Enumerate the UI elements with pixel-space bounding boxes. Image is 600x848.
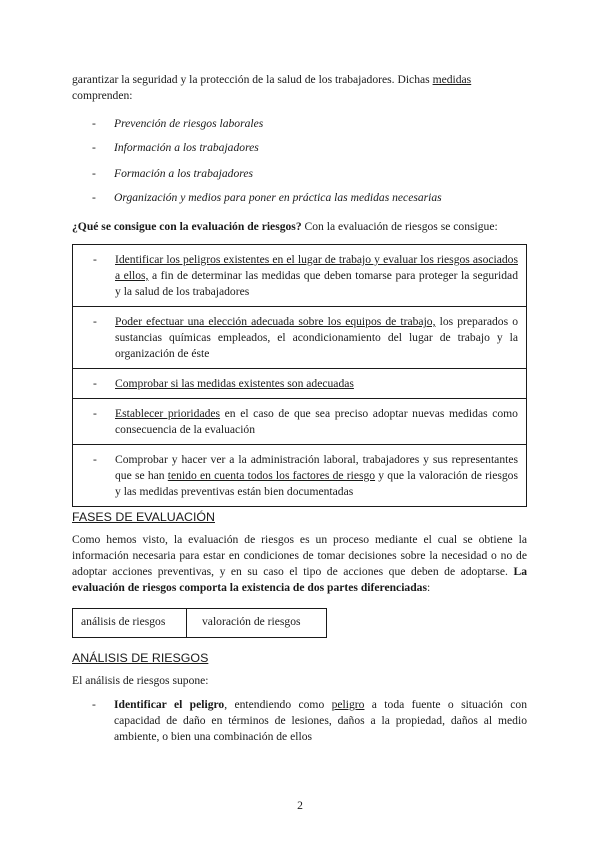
intro-paragraph [72, 72, 527, 104]
list-item: - Información a los trabajadores [92, 141, 259, 154]
table-row: - Comprobar si las medidas existentes son adecuadas [73, 369, 527, 399]
table-row: - Poder efectuar una elección adecuada sobre los equipos de trabajo, los preparados o sustancias químicas empleados, el acondicionamiento del lugar de trabajo y la organización de éste [73, 307, 527, 369]
fases-paragraph: Como hemos visto, la evaluación de riesgos es un proceso mediante el cual se obtiene la información necesaria para estar en condiciones de tomar decisiones sobre la necesidad o no de adoptar acciones preventivas, y en su caso el tipo de acciones que deben de adoptarse. La evaluación de riesgos comporta la existencia de dos partes diferenciadas: [72, 533, 527, 594]
table-row: - Comprobar y hacer ver a la administración laboral, trabajadores y sus representantes que se han tenido en cuenta todos los factores de riesgo y que la valoración de riesgos y las medidas preventivas están bien documentadas [73, 445, 527, 507]
list-item: - Formación a los trabajadores [92, 167, 254, 180]
question-rest: Con la evaluación de riesgos se consigue: [301, 220, 498, 233]
analisis-intro: El análisis de riesgos supone: [72, 674, 209, 687]
medidas-link: medidas [432, 73, 472, 86]
list-item: - Prevención de riesgos laborales [92, 117, 264, 130]
list-item: - Identificar el peligro, entendiendo como peligro a toda fuente o situación con capacidad de daño en términos de lesiones, daños a la propiedad, daños al medio ambiente, o bien una combinación de ellos [92, 698, 528, 743]
parts-table [72, 608, 327, 638]
intro-text: garantizar la seguridad y la protección de la salud de los trabajadores. Dichas [72, 73, 433, 86]
goals-table [72, 244, 527, 507]
section-heading-analisis: ANÁLISIS DE RIESGOS [72, 651, 209, 665]
table-row: - Establecer prioridades en el caso de que sea preciso adoptar nuevas medidas como consecuencia de la evaluación [73, 399, 527, 445]
table-row: - Identificar los peligros existentes en el lugar de trabajo y evaluar los riesgos asociados a ellos, a fin de determinar las medidas que deben tomarse para proteger la seguridad y la salud de los trabajadores [73, 245, 527, 307]
part-analisis: análisis de riesgos [73, 609, 187, 638]
question-bold: ¿Qué se consigue con la evaluación de riesgos? [72, 220, 302, 233]
list-item: - Organización y medios para poner en práctica las medidas necesarias [92, 191, 442, 204]
page-number: 2 [297, 799, 303, 812]
part-valoracion: valoración de riesgos [187, 609, 327, 638]
section-heading-fases: FASES DE EVALUACIÓN [72, 510, 215, 524]
question-line [72, 219, 532, 235]
intro-text-2: comprenden: [72, 89, 133, 102]
